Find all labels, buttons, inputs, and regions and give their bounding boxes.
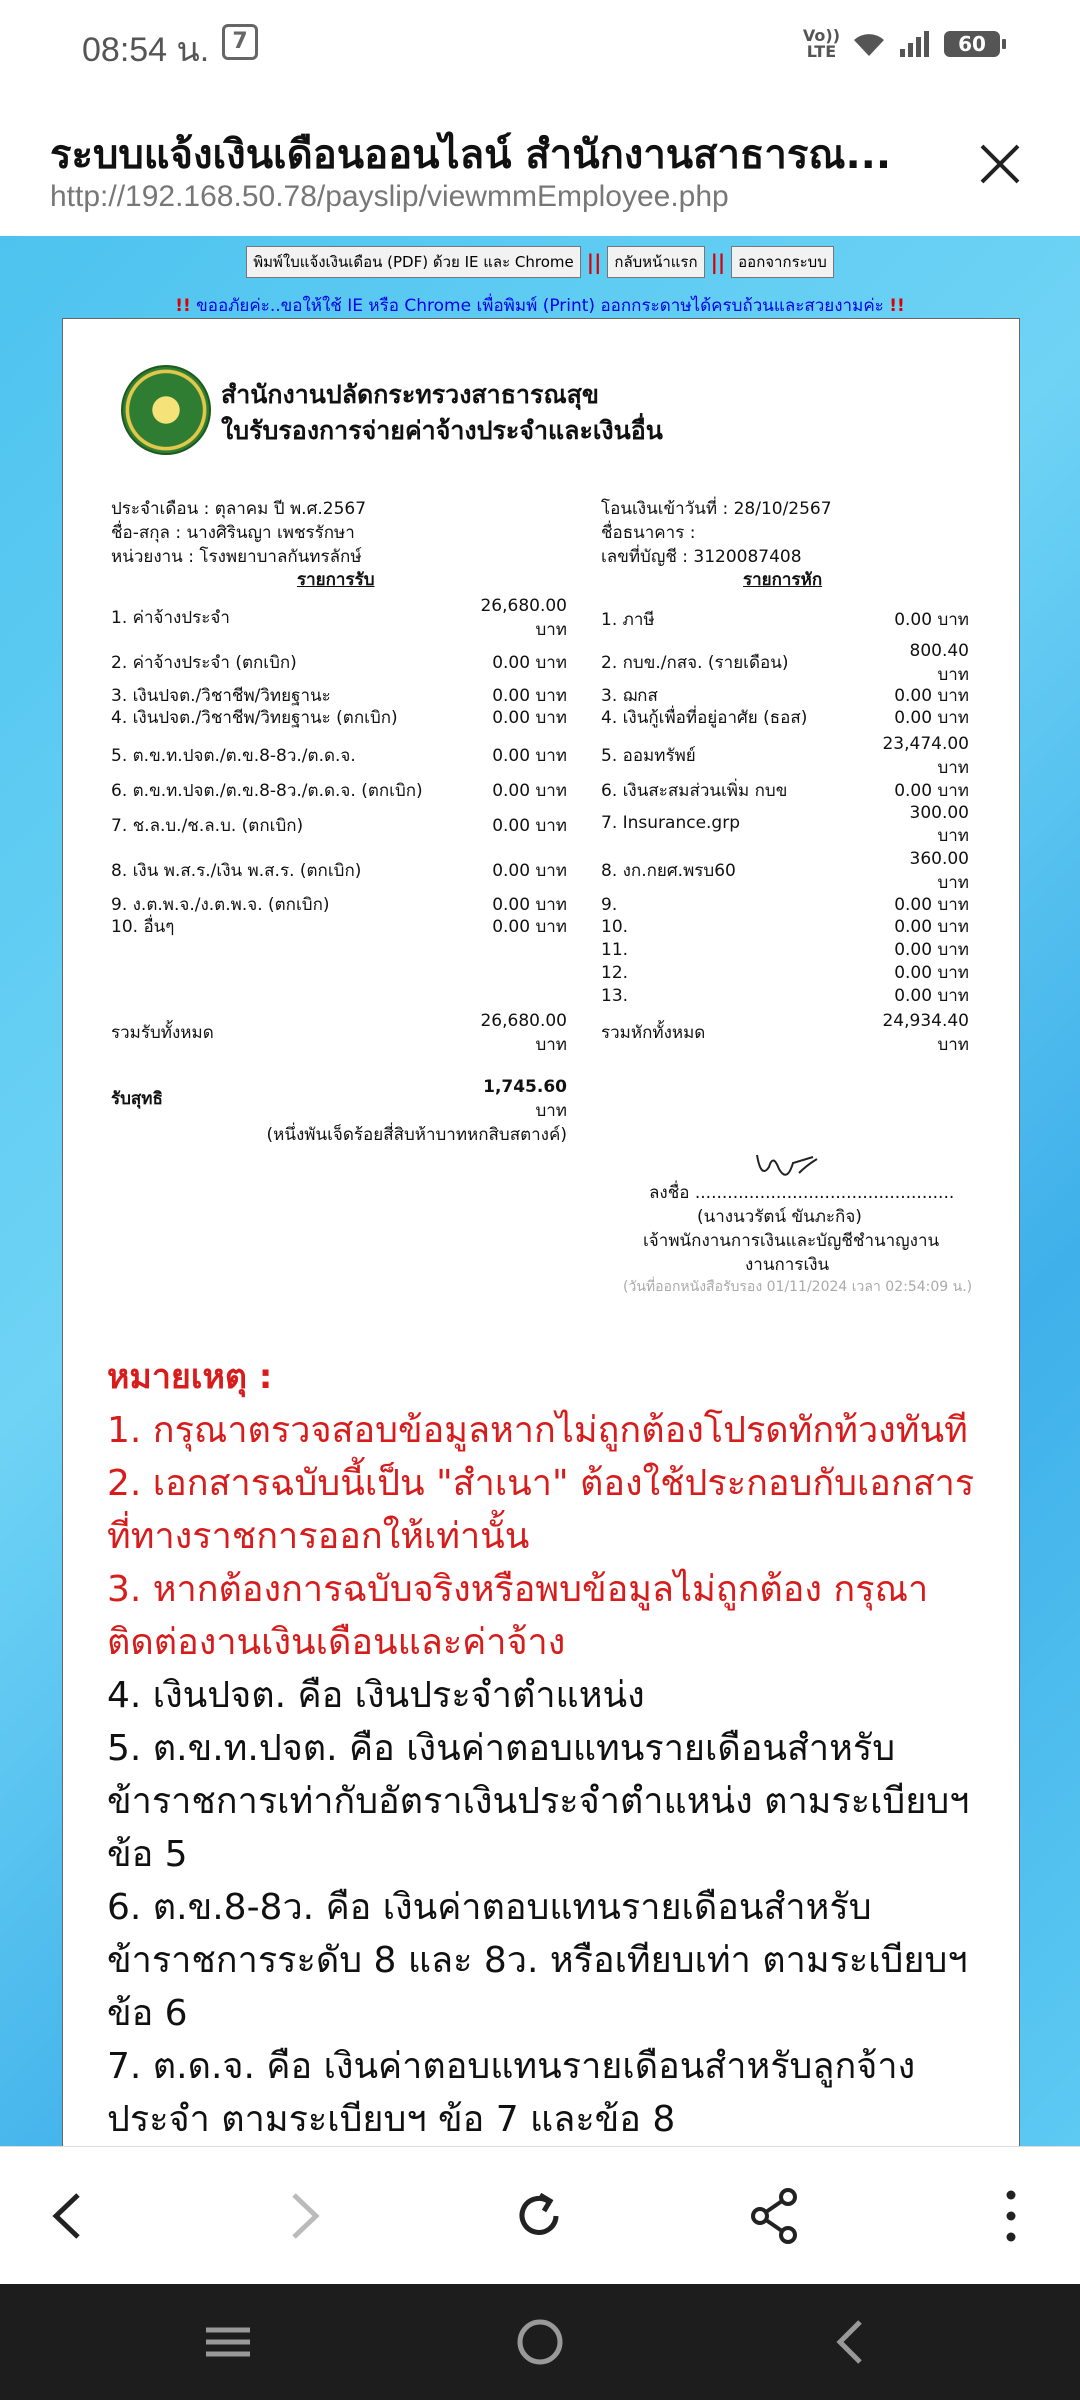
deduction-header: รายการหัก [743,570,823,590]
deduction-amount: 360.00 [909,849,969,869]
net-pay-label: รับสุทธิ [111,1089,163,1109]
separator: || [586,250,602,274]
print-pdf-button[interactable]: พิมพ์ใบแจ้งเงินเดือน (PDF) ด้วย IE และ Chrome [246,246,581,278]
separator: || [710,250,726,274]
deduction-amount: 0.00 บาท [894,986,969,1006]
deduction-amount: 0.00 บาท [894,895,969,915]
remark-item: 3. หากต้องการฉบับจริงหรือพบข้อมูลไม่ถูกต้อง กรุณาติดต่องานเงินเดือนและค่าจ้าง [107,1569,929,1663]
deduction-amount: 800.40 [909,641,969,661]
income-amount: 0.00 บาท [492,816,567,836]
deduction-amount: 300.00 [909,803,969,823]
deduction-label: 13. [601,986,629,1006]
income-label: 6. ต.ข.ท.ปจต./ต.ข.8-8ว./ต.ด.จ. (ตกเบิก) [111,781,423,801]
deduction-amount: 0.00 บาท [894,917,969,937]
remark-item: 5. ต.ข.ท.ปจต. คือ เงินค่าตอบแทนรายเดือนสำหรับข้าราชการเท่ากับอัตราเงินประจำตำแหน่ง ตามระเบียบฯ ข้อ 5 [107,1728,970,1875]
reload-icon[interactable] [504,2181,574,2251]
income-label: 10. อื่นๆ [111,917,175,937]
deduction-label: 4. เงินกู้เพื่อที่อยู่อาศัย (ธอส) [601,708,808,728]
deduction-label: 1. ภาษี [601,610,655,630]
volte-icon: Vo)) LTE [802,26,840,61]
income-total-unit: บาท [535,1035,567,1055]
net-pay-unit: บาท [535,1101,567,1121]
custom-tab-header [0,88,1080,237]
issued-timestamp: (วันที่ออกหนังสือรับรอง 01/11/2024 เวลา 02:54:09 น.) [623,1279,973,1295]
status-time: 08:54 น. [82,31,210,69]
deduction-total-label: รวมหักทั้งหมด [601,1023,706,1043]
system-navigation-bar [0,2284,1080,2400]
deduction-label: 9. [601,895,618,915]
income-header: รายการรับ [297,570,375,590]
remark-item: 7. ต.ด.จ. คือ เงินค่าตอบแทนรายเดือนสำหรับลูกจ้างประจำ ตามระเบียบฯ ข้อ 7 และข้อ 8 [107,2046,916,2140]
signature-mark [753,1145,823,1185]
income-total-amount: 26,680.00 [480,1011,567,1031]
status-icons [803,28,1000,60]
signer-position: เจ้าพนักงานการเงินและบัญชีชำนาญงาน [643,1231,940,1251]
share-icon[interactable] [740,2181,810,2251]
close-icon[interactable] [964,128,1036,200]
deduction-label: 8. งก.กยศ.พรบ60 [601,861,736,881]
income-label: 8. เงิน พ.ส.ร./เงิน พ.ส.ร. (ตกเบิก) [111,861,362,881]
back-icon[interactable] [34,2181,104,2251]
deduction-label: 7. Insurance.grp [601,813,741,833]
income-amount: 0.00 บาท [492,861,567,881]
deduction-unit: บาท [937,758,969,778]
income-amount: 0.00 บาท [492,895,567,915]
sign-line: ลงชื่อ ................................................ [649,1183,955,1203]
home-button[interactable]: กลับหน้าแรก [607,246,704,278]
remark-item: 4. เงินปจต. คือ เงินประจำตำแหน่ง [107,1675,645,1716]
deduction-label: 12. [601,963,629,983]
system-back-icon[interactable] [822,2312,882,2372]
net-pay-words: (หนึ่งพันเจ็ดร้อยสี่สิบห้าบาทหกสิบสตางค์) [266,1125,567,1145]
remark-item: 6. ต.ข.8-8ว. คือ เงินค่าตอบแทนรายเดือนสำหรับข้าราชการระดับ 8 และ 8ว. หรือเทียบเท่า ตามระเบียบฯ ข้อ 6 [107,1887,968,2034]
page-url[interactable]: http://192.168.50.78/payslip/viewmmEmployee.php [50,180,729,213]
deduction-total-unit: บาท [937,1035,969,1055]
org-name: สำนักงานปลัดกระทรวงสาธารณสุข [221,380,599,409]
deduction-amount: 0.00 บาท [894,610,969,630]
income-label: 5. ต.ข.ท.ปจต./ต.ข.8-8ว./ต.ด.จ. [111,746,356,766]
income-amount: 0.00 บาท [492,746,567,766]
seven-eleven-notification-icon: 7 [222,24,258,60]
income-amount: 0.00 บาท [492,708,567,728]
net-pay-amount: 1,745.60 [483,1077,567,1097]
income-label: 7. ช.ล.บ./ช.ล.บ. (ตกเบิก) [111,816,304,836]
deduction-amount: 0.00 บาท [894,963,969,983]
deduction-label: 6. เงินสะสมส่วนเพิ่ม กบข [601,781,788,801]
income-total-label: รวมรับทั้งหมด [111,1023,214,1043]
wifi-icon [852,30,886,58]
more-options-icon[interactable] [976,2181,1046,2251]
deduction-label: 2. กบข./กสจ. (รายเดือน) [601,653,789,673]
browser-notice: !! ขออภัยค่ะ..ขอให้ใช้ IE หรือ Chrome เพื่อพิมพ์ (Print) ออกกระดาษได้ครบถ้วนและสวยงามค่ะ !! [175,296,905,316]
home-icon[interactable] [510,2312,570,2372]
deduction-amount: 0.00 บาท [894,708,969,728]
transfer-date: โอนเงินเข้าวันที่ : 28/10/2567 [601,499,832,519]
forward-icon[interactable] [268,2181,338,2251]
income-amount: 26,680.00 [480,596,567,616]
income-label: 2. ค่าจ้างประจำ (ตกเบิก) [111,653,297,673]
deduction-amount: 23,474.00 [882,734,969,754]
page-title: ระบบแจ้งเงินเดือนออนไลน์ สำนักงานสาธารณ... [50,132,892,178]
income-amount: 0.00 บาท [492,653,567,673]
ministry-logo [121,365,211,455]
income-label: 1. ค่าจ้างประจำ [111,608,230,628]
logout-button[interactable]: ออกจากระบบ [731,246,834,278]
income-amount: 0.00 บาท [492,917,567,937]
income-unit: บาท [535,620,567,640]
income-amount: 0.00 บาท [492,781,567,801]
signal-icon [898,29,932,59]
employee-name: ชื่อ-สกุล : นางศิรินญา เพชรรักษา [111,523,355,543]
work-unit: หน่วยงาน : โรงพยาบาลกันทรลักษ์ [111,547,362,567]
income-label: 3. เงินปจต./วิชาชีพ/วิทยฐานะ [111,686,331,706]
browser-toolbar [0,2146,1080,2285]
deduction-unit: บาท [937,826,969,846]
signer-name: (นางนวรัตน์ ขันภะกิจ) [697,1207,862,1227]
income-label: 4. เงินปจต./วิชาชีพ/วิทยฐานะ (ตกเบิก) [111,708,398,728]
deduction-total-amount: 24,934.40 [882,1011,969,1031]
battery-icon: 60 [944,31,1000,57]
deduction-unit: บาท [937,873,969,893]
payslip-toolbar [0,246,1080,278]
status-bar [0,0,1080,88]
deduction-amount: 0.00 บาท [894,686,969,706]
remark-item: 2. เอกสารฉบับนี้เป็น "สำเนา" ต้องใช้ประกอบกับเอกสารที่ทางราชการออกให้เท่านั้น [107,1463,975,1557]
web-content [0,236,1080,2146]
deduction-unit: บาท [937,665,969,685]
income-amount: 0.00 บาท [492,686,567,706]
deduction-label: 5. ออมทรัพย์ [601,746,696,766]
signer-section: งานการเงิน [745,1255,830,1275]
bank-name: ชื่อธนาคาร : [601,523,696,543]
deduction-amount: 0.00 บาท [894,940,969,960]
remarks-title: หมายเหตุ : [107,1357,273,1397]
payslip-document [62,318,1020,2146]
pay-month: ประจำเดือน : ตุลาคม ปี พ.ศ.2567 [111,499,367,519]
remark-item: 1. กรุณาตรวจสอบข้อมูลหากไม่ถูกต้องโปรดทักท้วงทันที [107,1410,968,1451]
remarks [107,1351,1007,2146]
deduction-label: 11. [601,940,629,960]
document-title: ใบรับรองการจ่ายค่าจ้างประจำและเงินอื่น [221,416,663,445]
recent-apps-icon[interactable] [198,2312,258,2372]
income-label: 9. ง.ต.พ.จ./ง.ต.พ.จ. (ตกเบิก) [111,895,330,915]
account-number: เลขที่บัญชี : 3120087408 [601,547,802,567]
deduction-label: 3. ฌกส [601,686,658,706]
deduction-label: 10. [601,917,629,937]
deduction-amount: 0.00 บาท [894,781,969,801]
